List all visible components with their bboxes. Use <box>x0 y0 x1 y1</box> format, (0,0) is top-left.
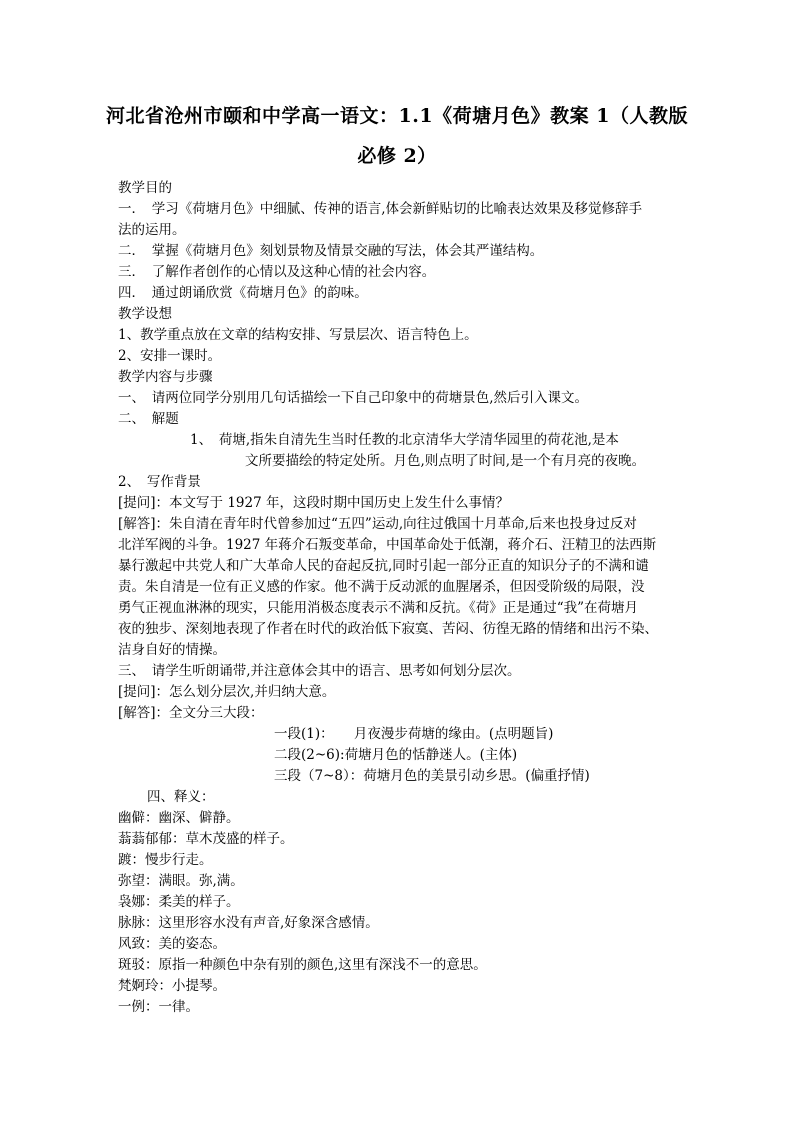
paragraph-line: 二段(2~6):荷塘月色的恬静迷人。(主体) <box>274 747 518 763</box>
paragraph-line: 一、 请两位同学分别用几句话描绘一下自己印象中的荷塘景色,然后引入课文。 <box>118 390 589 406</box>
paragraph-line: 二、 解题 <box>118 411 179 427</box>
paragraph-line: 三段（7~8）：荷塘月色的美景引动乡思。(偏重抒情) <box>274 768 590 784</box>
glossary-line: 幽僻：幽深、僻静。 <box>118 810 240 826</box>
paragraph-line: 四． 通过朗诵欣赏《荷塘月色》的韵味。 <box>118 285 368 301</box>
document-title-line-1: 河北省沧州市颐和中学高一语文：1.1《荷塘月色》教案 1（人教版 <box>106 105 688 127</box>
glossary-line: 斑驳：原指一种颜色中杂有别的颜色,这里有深浅不一的意思。 <box>118 957 487 973</box>
paragraph-line: 1、教学重点放在文章的结构安排、写景层次、语言特色上。 <box>118 327 478 343</box>
paragraph-line: 三． 了解作者创作的心情以及这种心情的社会内容。 <box>118 264 436 280</box>
section-heading-objectives: 教学目的 <box>118 180 172 196</box>
paragraph-line: 责。朱自清是一位有正义感的作家。他不满于反动派的血腥屠杀，但因受阶级的局限，没 <box>118 579 645 595</box>
paragraph-line: 1、 荷塘,指朱自清先生当时任教的北京清华大学清华园里的荷花池,是本 <box>190 432 619 448</box>
glossary-line: 脉脉：这里形容水没有声音,好象深含感情。 <box>118 915 379 931</box>
section-heading-glossary: 四、释义： <box>147 789 215 805</box>
glossary-line: 弥望：满眼。弥,满。 <box>118 873 244 889</box>
glossary-line: 梵婀玲：小提琴。 <box>118 978 226 994</box>
paragraph-line: 夜的独步、深刻地表现了作者在时代的政治低下寂寞、苦闷、彷徨无路的情绪和出污不染、 <box>118 621 658 637</box>
glossary-line: 踱：慢步行走。 <box>118 852 213 868</box>
paragraph-line: 一段(1)： 月夜漫步荷塘的缘由。(点明题旨) <box>274 726 554 742</box>
paragraph-line: [提问]：怎么划分层次,并归纳大意。 <box>118 684 336 700</box>
glossary-line: 袅娜：柔美的样子。 <box>118 894 240 910</box>
paragraph-line: 暴行激起中共党人和广大革命人民的奋起反抗,同时引起一部分正直的知识分子的不满和谴 <box>118 558 649 574</box>
paragraph-line: [解答]：全文分三大段： <box>118 705 264 721</box>
glossary-line: 一例：一律。 <box>118 999 199 1015</box>
paragraph-line: 2、安排一课时。 <box>118 348 222 364</box>
paragraph-line: 一． 学习《荷塘月色》中细腻、传神的语言,体会新鲜贴切的比喻表达效果及移觉修辞手 <box>118 201 643 217</box>
paragraph-line: 二． 掌握《荷塘月色》刻划景物及情景交融的写法，体会其严谨结构。 <box>118 243 544 259</box>
paragraph-line: 洁身自好的情操。 <box>118 642 226 658</box>
section-heading-steps: 教学内容与步骤 <box>118 369 213 385</box>
paragraph-line: 勇气正视血淋淋的现实，只能用消极态度表示不满和反抗。《荷》正是通过“我”在荷塘月 <box>118 600 639 616</box>
paragraph-line: 2、 写作背景 <box>118 474 201 490</box>
section-heading-design: 教学设想 <box>118 306 172 322</box>
paragraph-line: [提问]：本文写于 1927 年，这段时期中国历史上发生什么事情？ <box>118 495 509 511</box>
glossary-line: 蓊蓊郁郁：草木茂盛的样子。 <box>118 831 294 847</box>
paragraph-line: 北洋军阀的斗争。1927 年蒋介石叛变革命，中国革命处于低潮，蒋介石、汪精卫的法西斯 <box>118 537 657 553</box>
paragraph-line: 法的运用。 <box>118 222 186 238</box>
glossary-line: 风致：美的姿态。 <box>118 936 226 952</box>
document-title-line-2: 必修 2） <box>357 145 437 167</box>
paragraph-line: 三、 请学生听朗诵带,并注意体会其中的语言、思考如何划分层次。 <box>118 663 521 679</box>
paragraph-line: 文所要描绘的特定处所。月色,则点明了时间,是一个有月亮的夜晚。 <box>245 453 646 469</box>
paragraph-line: [解答]：朱自清在青年时代曾参加过“五四”运动,向往过俄国十月革命,后来也投身过反对 <box>118 516 637 532</box>
